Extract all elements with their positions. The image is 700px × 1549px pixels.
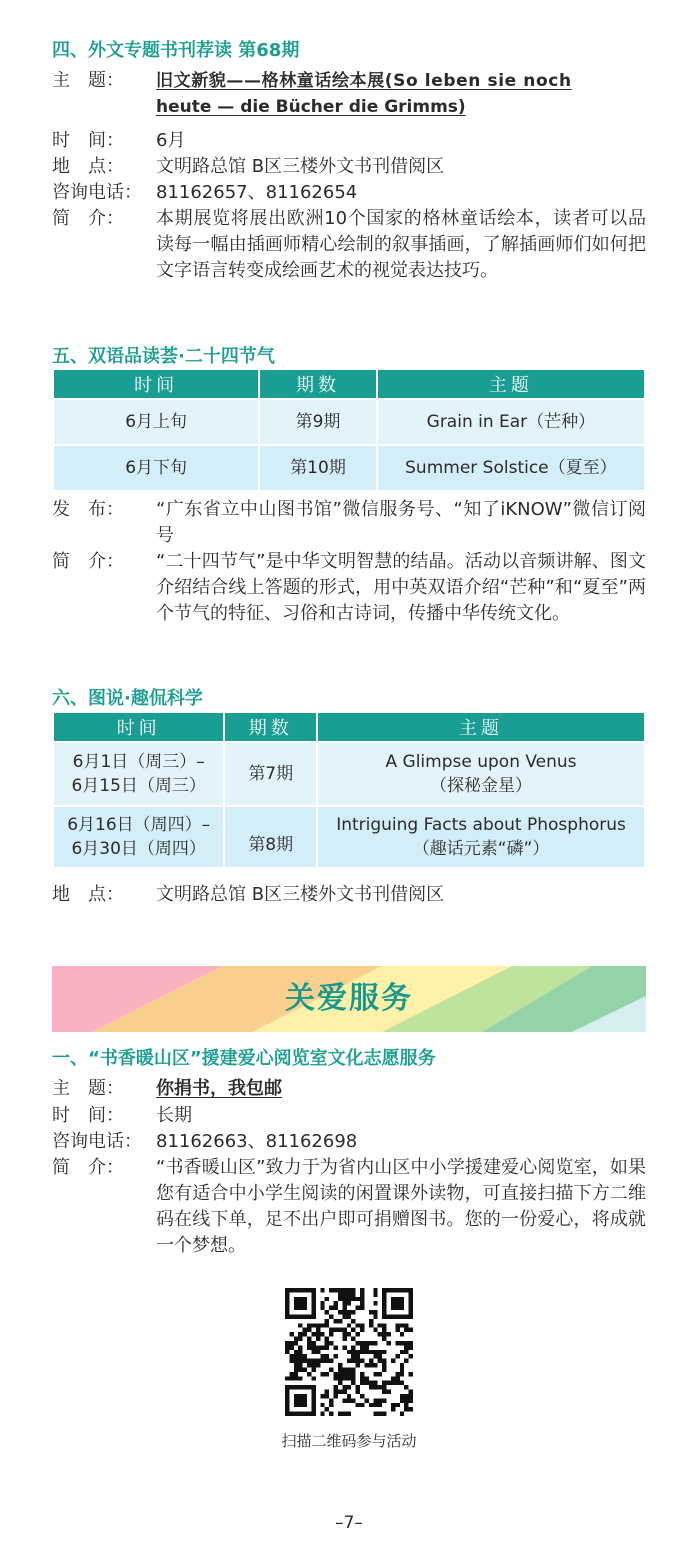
topic-line-1: 旧文新貌——格林童话绘本展(So leben sie noch: [156, 71, 572, 91]
topic-label: 主 题：: [52, 70, 124, 91]
topic-row: [52, 68, 646, 120]
header-issue: 期数: [259, 369, 377, 399]
phone-row: [52, 180, 646, 206]
care-time-value: 长期: [156, 1105, 192, 1126]
header-time: 时间: [53, 712, 224, 742]
topic-line-2: heute — die Bücher die Grimms): [156, 97, 466, 117]
care-time-row: [52, 1103, 646, 1129]
cell-topic: [317, 806, 645, 868]
intro-value-2: “二十四节气”是中华文明智慧的结晶。活动以音频讲解、图文介绍结合线上答题的形式，用中英双语介绍“芒种”和“夏至”两个节气的特征、习俗和古诗词，传播中华传统文化。: [156, 551, 646, 624]
cell-topic: Grain in Ear（芒种）: [377, 399, 645, 445]
intro-label-2: 简 介：: [52, 551, 124, 572]
care-phone-row: [52, 1129, 646, 1155]
cell-topic: [317, 742, 645, 806]
intro-label: 简 介：: [52, 208, 124, 229]
cell-topic: Summer Solstice（夏至）: [377, 445, 645, 491]
table-row: [53, 445, 645, 491]
place-value-2: 文明路总馆 B区三楼外文书刊借阅区: [156, 884, 445, 905]
place-row: [52, 154, 646, 180]
phone-label: 咨询电话：: [52, 182, 142, 203]
place-label-2: 地 点：: [52, 884, 124, 905]
care-intro-value: “书香暖山区”致力于为省内山区中小学援建爱心阅览室，如果您有适合中小学生阅读的闲置课外读物，可直接扫描下方二维码在线下单，足不出户即可捐赠图书。您的一份爱心，将成就一个梦想。: [156, 1157, 646, 1256]
cell-issue: 第10期: [259, 445, 377, 491]
intro-row: [52, 206, 646, 284]
cell-time-line-2: 6月15日（周三）: [71, 776, 206, 796]
intro-value: 本期展览将展出欧洲10个国家的格林童话绘本，读者可以品读每一幅由插画师精心绘制的叙事插画，了解插画师们如何把文字语言转变成绘画艺术的视觉表达技巧。: [156, 208, 646, 281]
cell-time: 6月下旬: [53, 445, 259, 491]
section-title-foreign-books: 四、外文专题书刊荐读 第68期: [52, 40, 300, 61]
cell-time: [53, 806, 224, 868]
cell-topic-line-1: A Glimpse upon Venus: [385, 752, 577, 772]
publish-row: [52, 497, 646, 549]
table-row: [53, 399, 645, 445]
cell-time-line-1: 6月16日（周四）–: [67, 815, 211, 835]
cell-topic-line-2: （趣话元素“磷”）: [412, 839, 550, 859]
care-intro-label: 简 介：: [52, 1157, 124, 1178]
table-header-row: [53, 712, 645, 742]
care-time-label: 时 间：: [52, 1105, 124, 1126]
header-topic: 主题: [377, 369, 645, 399]
place-value: 文明路总馆 B区三楼外文书刊借阅区: [156, 156, 445, 177]
cell-topic-line-2: （探秘金星）: [430, 776, 533, 796]
cell-time: 6月上旬: [53, 399, 259, 445]
table-row: [53, 806, 645, 868]
cell-time-line-1: 6月1日（周三）–: [72, 752, 205, 772]
table-header-row: [53, 369, 645, 399]
page: [52, 0, 646, 1549]
place-label: 地 点：: [52, 156, 124, 177]
care-topic-row: [52, 1076, 646, 1102]
care-intro-row: [52, 1155, 646, 1259]
time-row: [52, 128, 646, 154]
header-time: 时间: [53, 369, 259, 399]
page-number: –7–: [335, 1513, 363, 1533]
publish-label: 发 布：: [52, 499, 124, 520]
intro-row-2: [52, 549, 646, 627]
time-value: 6月: [156, 130, 186, 151]
header-issue: 期数: [224, 712, 317, 742]
science-table: [52, 711, 646, 869]
cell-time-line-2: 6月30日（周四）: [71, 839, 206, 859]
care-banner: [52, 966, 646, 1032]
care-topic-label: 主 题：: [52, 1078, 124, 1099]
care-topic-value: 你捐书，我包邮: [156, 1078, 282, 1099]
place-row-2: [52, 882, 646, 908]
publish-value: “广东省立中山图书馆”微信服务号、“知了iKNOW”微信订阅号: [156, 499, 646, 546]
phone-value: 81162657、81162654: [156, 182, 358, 203]
cell-time: [53, 742, 224, 806]
section-title-care: 一、“书香暖山区”援建爱心阅览室文化志愿服务: [52, 1048, 436, 1069]
time-label: 时 间：: [52, 130, 124, 151]
cell-issue: 第8期: [224, 806, 317, 868]
section-title-science: 六、图说·趣侃科学: [52, 688, 203, 709]
banner-title: 关爱服务: [285, 981, 413, 1016]
care-phone-label: 咨询电话：: [52, 1131, 142, 1152]
cell-issue: 第7期: [224, 742, 317, 806]
section-title-bilingual: 五、双语品读荟·二十四节气: [52, 346, 275, 367]
topic-value: [156, 68, 646, 120]
cell-issue: 第9期: [259, 399, 377, 445]
table-row: [53, 742, 645, 806]
qr-caption: 扫描二维码参与活动: [281, 1432, 417, 1450]
care-phone-value: 81162663、81162698: [156, 1131, 358, 1152]
cell-topic-line-1: Intriguing Facts about Phosphorus: [336, 815, 626, 835]
qr-code-icon[interactable]: [285, 1288, 413, 1416]
bilingual-table: [52, 368, 646, 492]
header-topic: 主题: [317, 712, 645, 742]
